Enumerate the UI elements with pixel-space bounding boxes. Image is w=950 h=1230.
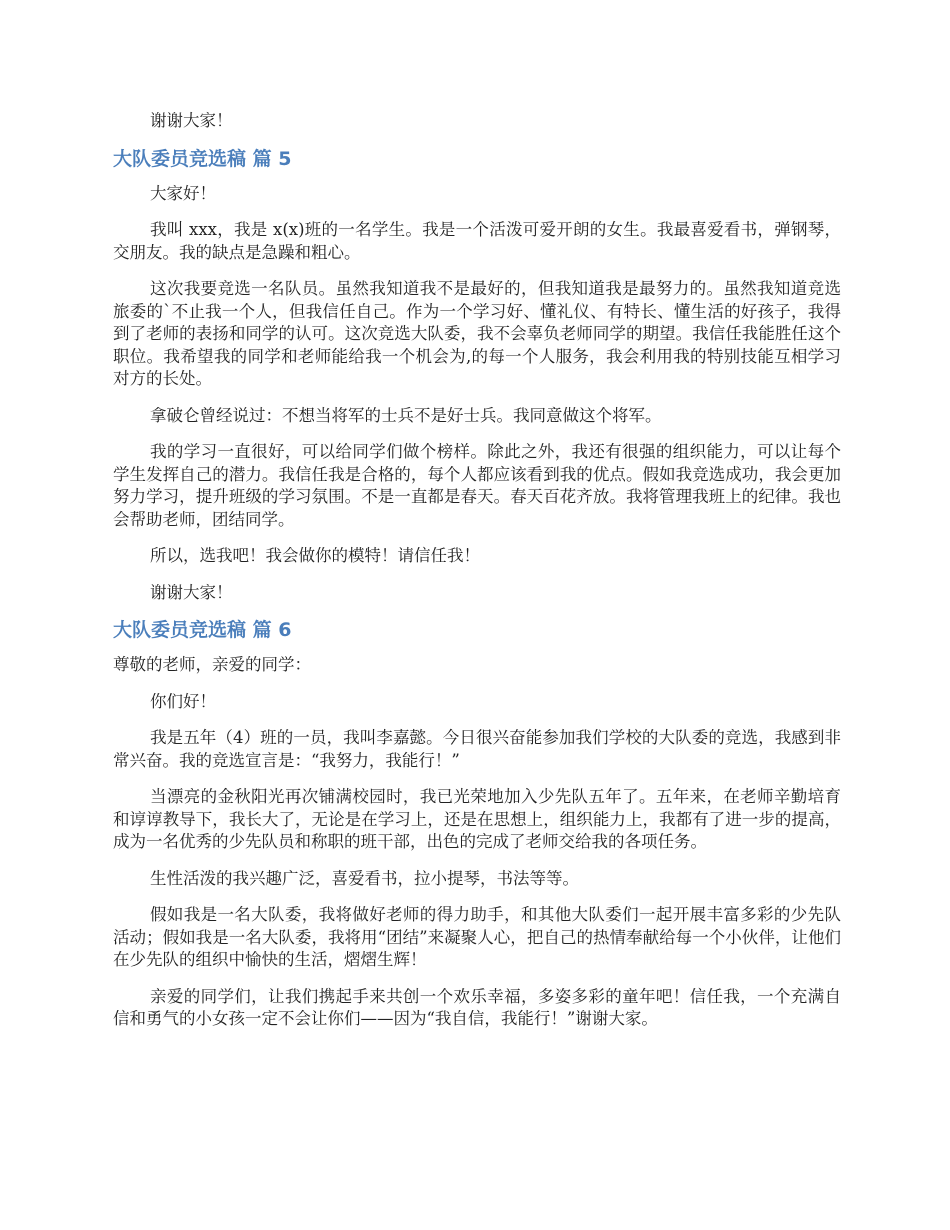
document-page xyxy=(113,110,841,1045)
section-heading-5: 大队委员竞选稿 篇 5 xyxy=(113,147,292,170)
greeting: 你们好！ xyxy=(150,691,216,711)
paragraph: 亲爱的同学们，让我们携起手来共创一个欢乐幸福，多姿多彩的童年吧！信任我，一个充满自信和勇气的小女孩一定不会让你们——因为“我自信，我能行！”谢谢大家。 xyxy=(113,986,841,1028)
paragraph: 生性活泼的我兴趣广泛，喜爱看书，拉小提琴，书法等等。 xyxy=(150,868,579,888)
closing-thanks: 谢谢大家！ xyxy=(150,582,233,602)
paragraph: 这次我要竞选一名队员。虽然我知道我不是最好的，但我知道我是最努力的。虽然我知道竞选旅委的`不止我一个人，但我信任自己。作为一个学习好、懂礼仪、有特长、懂生活的好孩子，我得到了老师的表扬和同学的认可。这次竞选大队委，我不会辜负老师同学的期望。我信任我能胜任这个职位。我希望我的同学和老师能给我一个机会为,的每一个人服务，我会利用我的特别技能互相学习对方的长处。 xyxy=(113,279,841,388)
paragraph: 我叫 xxx，我是 x(x)班的一名学生。我是一个活泼可爱开朗的女生。我最喜爱看书，弹钢琴，交朋友。我的缺点是急躁和粗心。 xyxy=(113,220,841,262)
closing-thanks-previous: 谢谢大家！ xyxy=(150,111,233,130)
paragraph: 所以，选我吧！我会做你的模特！请信任我！ xyxy=(150,546,480,565)
salutation: 尊敬的老师，亲爱的同学： xyxy=(113,655,311,674)
paragraph: 我的学习一直很好，可以给同学们做个榜样。除此之外，我还有很强的组织能力，可以让每个学生发挥自己的潜力。我信任我是合格的，每个人都应该看到我的优点。假如我竞选成功，我会更加努力学习，提升班级的学习氛围。不是一直都是春天。春天百花齐放。我将管理我班上的纪律。我也会帮助老师，团结同学。 xyxy=(113,442,841,529)
section-heading-6: 大队委员竞选稿 篇 6 xyxy=(113,619,292,641)
paragraph: 当漂亮的金秋阳光再次铺满校园时，我已光荣地加入少先队五年了。五年来，在老师辛勤培育和谆谆教导下，我长大了，无论是在学习上，还是在思想上，组织能力上，我都有了进一步的提高，成为一名优秀的少先队员和称职的班干部，出色的完成了老师交给我的各项任务。 xyxy=(113,787,841,851)
paragraph: 拿破仑曾经说过：不想当将军的士兵不是好士兵。我同意做这个将军。 xyxy=(150,405,662,425)
paragraph: 我是五年（4）班的一员，我叫李嘉懿。今日很兴奋能参加我们学校的大队委的竞选，我感到非常兴奋。我的竞选宣言是：“我努力，我能行！” xyxy=(113,728,841,770)
greeting: 大家好！ xyxy=(150,183,216,203)
paragraph: 假如我是一名大队委，我将做好老师的得力助手，和其他大队委们一起开展丰富多彩的少先队活动；假如我是一名大队委，我将用“团结”来凝聚人心，把自己的热情奉献给每一个小伙伴，让他们在少先队的组织中愉快的生活，熠熠生辉！ xyxy=(113,905,841,969)
